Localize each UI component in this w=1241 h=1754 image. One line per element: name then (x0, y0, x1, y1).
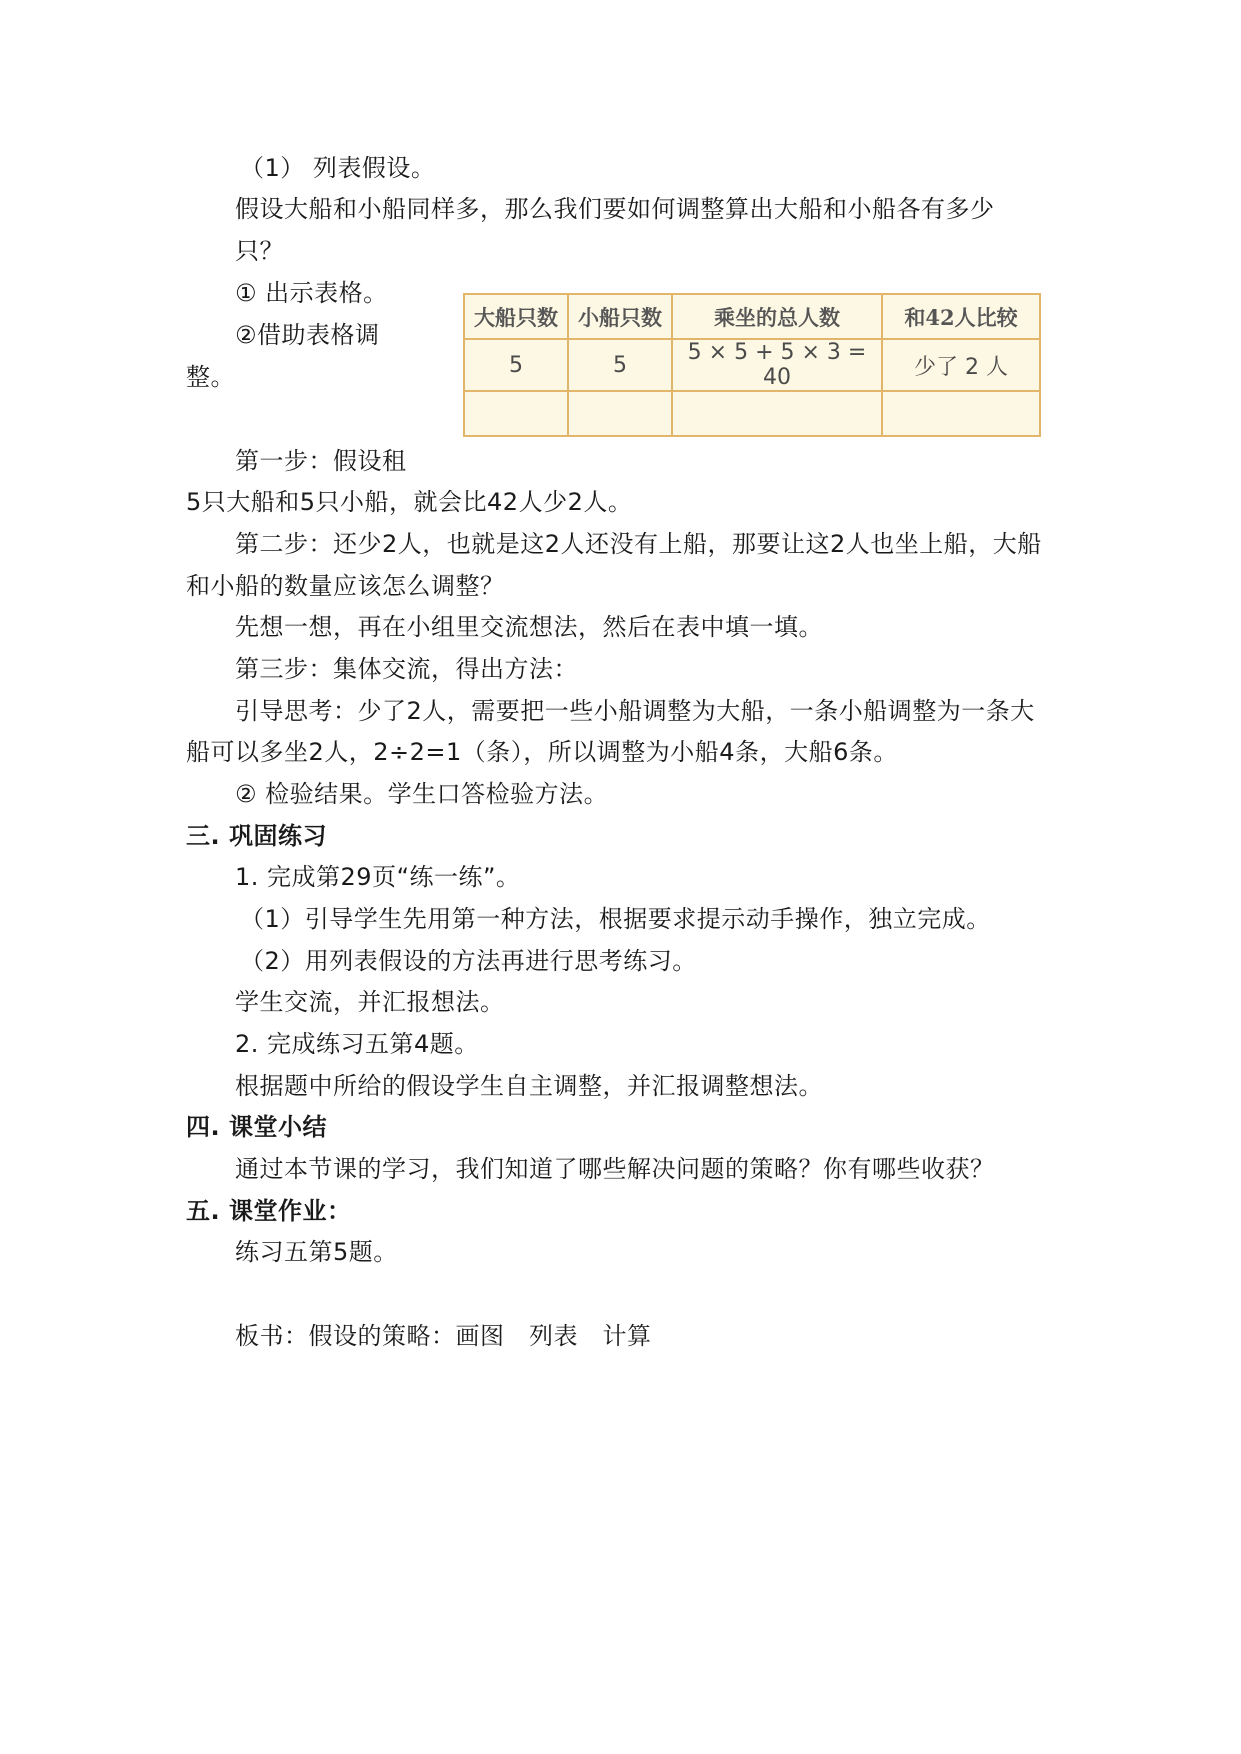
table-cell: 少了 2 人 (882, 339, 1040, 391)
paragraph-line: 5只大船和5只小船，就会比42人少2人。 (186, 488, 633, 516)
paragraph-line: 第二步：还少2人，也就是这2人还没有上船，那要让这2人也坐上船，大船 (235, 530, 1042, 558)
subsection-heading: （1） 列表假设。 (240, 154, 436, 182)
table-row (464, 391, 1040, 436)
paragraph-line: 假设大船和小船同样多，那么我们要如何调整算出大船和小船各有多少 (235, 195, 995, 223)
table-header-cell: 和42人比较 (882, 294, 1040, 339)
step-item: ① 出示表格。 (235, 279, 388, 307)
table-cell (882, 391, 1040, 436)
paragraph-line: 先想一想，再在小组里交流想法，然后在表中填一填。 (235, 613, 823, 641)
paragraph-line: ② 检验结果。学生口答检验方法。 (235, 780, 609, 808)
paragraph-line: 1. 完成第29页“练一练”。 (235, 863, 521, 891)
table-header-cell: 大船只数 (464, 294, 568, 339)
paragraph-line: 第一步：假设租 (235, 447, 407, 475)
paragraph-line: （2）用列表假设的方法再进行思考练习。 (240, 947, 697, 975)
section-heading: 四. 课堂小结 (186, 1113, 327, 1141)
step-item: ②借助表格调 (235, 321, 380, 349)
paragraph-line: 通过本节课的学习，我们知道了哪些解决问题的策略？你有哪些收获？ (235, 1155, 995, 1183)
table-header-cell: 乘坐的总人数 (672, 294, 882, 339)
paragraph-line: 练习五第5题。 (235, 1238, 398, 1266)
paragraph-line: 和小船的数量应该怎么调整？ (186, 572, 505, 600)
table-cell (464, 391, 568, 436)
paragraph-line: 只？ (235, 237, 284, 265)
paragraph-line: 整。 (186, 363, 235, 391)
paragraph-line: 第三步：集体交流，得出方法： (235, 655, 578, 683)
table-cell (672, 391, 882, 436)
boat-table (463, 293, 1041, 437)
paragraph-line: 2. 完成练习五第4题。 (235, 1030, 479, 1058)
table-cell: 5 (568, 339, 672, 391)
paragraph-line: 引导思考：少了2人，需要把一些小船调整为大船，一条小船调整为一条大 (235, 697, 1035, 725)
table-row (464, 339, 1040, 391)
table-header-row (464, 294, 1040, 339)
paragraph-line: 学生交流，并汇报想法。 (235, 988, 505, 1016)
paragraph-line: 根据题中所给的假设学生自主调整，并汇报调整想法。 (235, 1072, 823, 1100)
table-cell: 5 × 5 + 5 × 3 = 40 (672, 339, 882, 391)
paragraph-line: 船可以多坐2人，2÷2=1（条），所以调整为小船4条，大船6条。 (186, 738, 898, 766)
board-summary: 板书：假设的策略：画图 列表 计算 (235, 1322, 652, 1350)
table-cell: 5 (464, 339, 568, 391)
section-heading: 三. 巩固练习 (186, 822, 327, 850)
table-header-cell: 小船只数 (568, 294, 672, 339)
section-heading: 五. 课堂作业： (186, 1197, 352, 1225)
table-cell (568, 391, 672, 436)
paragraph-line: （1）引导学生先用第一种方法，根据要求提示动手操作，独立完成。 (240, 905, 991, 933)
